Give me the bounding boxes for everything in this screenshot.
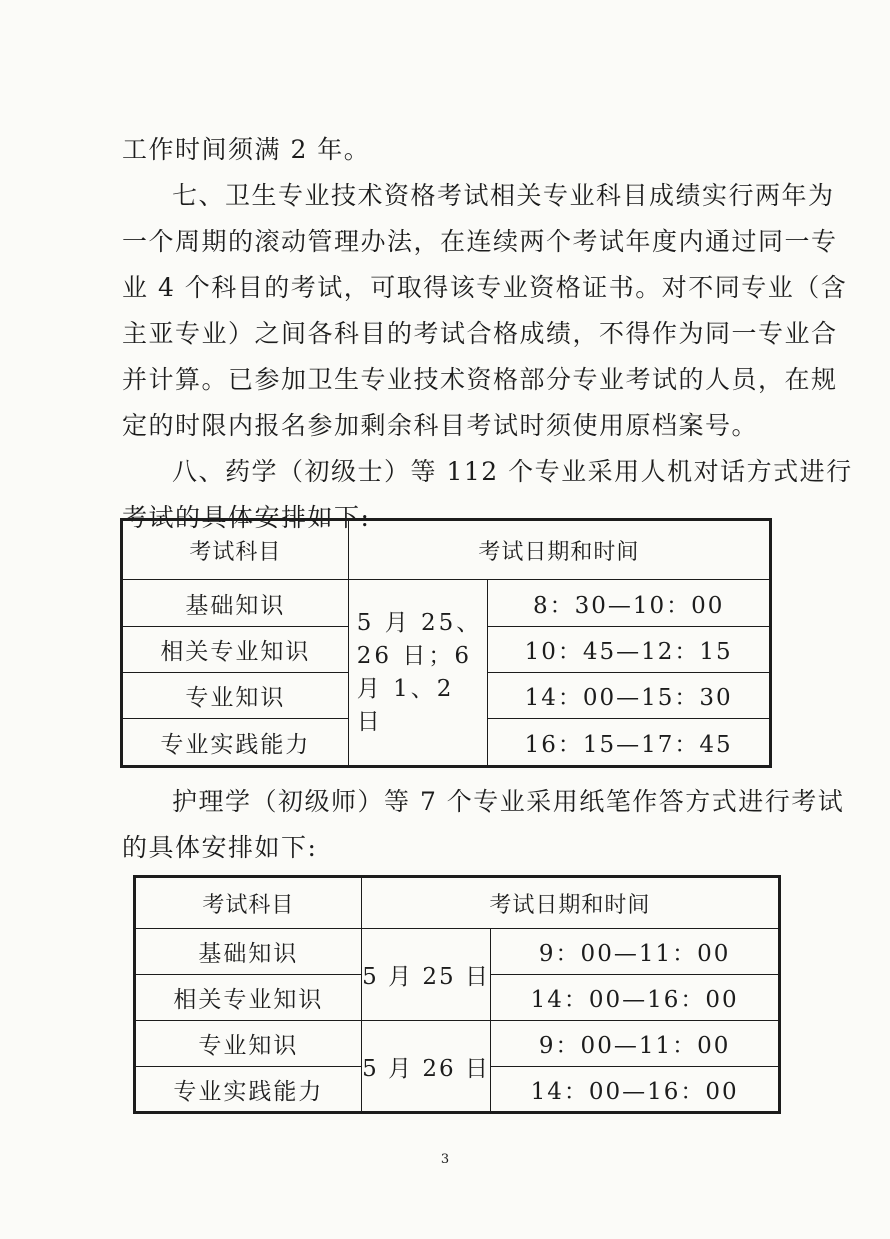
table-header-time: 考试日期和时间	[361, 877, 779, 929]
table-cell-subject: 专业知识	[135, 1021, 362, 1067]
paragraph-line: 考试的具体安排如下:	[122, 503, 371, 532]
table-header-subject: 考试科目	[122, 520, 349, 580]
paragraph-line: 护理学（初级师）等 7 个专业采用纸笔作答方式进行考试	[172, 787, 845, 816]
table-cell-time: 9：00—11：00	[491, 929, 780, 975]
paragraph-line: 主亚专业）之间各科目的考试合格成绩，不得作为同一专业合	[122, 319, 838, 348]
exam-schedule-table-2	[133, 875, 781, 1114]
table-header-subject: 考试科目	[135, 877, 362, 929]
table-cell-time: 9：00—11：00	[491, 1021, 780, 1067]
paragraph-line: 的具体安排如下:	[122, 833, 318, 862]
table-cell-date: 5 月 26 日	[361, 1021, 490, 1113]
table-cell-time: 10：45—12：15	[488, 627, 771, 673]
table-cell-time: 14：00—15：30	[488, 673, 771, 719]
table-cell-subject: 相关专业知识	[122, 627, 349, 673]
table-header-time: 考试日期和时间	[348, 520, 770, 580]
paragraph-line: 并计算。已参加卫生专业技术资格部分专业考试的人员，在规	[122, 365, 838, 394]
paragraph-line: 业 4 个科目的考试，可取得该专业资格证书。对不同专业（含	[122, 273, 848, 302]
table-cell-time: 16：15—17：45	[488, 719, 771, 767]
paragraph-line: 定的时限内报名参加剩余科目考试时须使用原档案号。	[122, 411, 759, 440]
table-cell-subject: 相关专业知识	[135, 975, 362, 1021]
table-cell-subject: 专业实践能力	[135, 1067, 362, 1113]
table-cell-subject: 专业实践能力	[122, 719, 349, 767]
paragraph-line: 一个周期的滚动管理办法，在连续两个考试年度内通过同一专	[122, 227, 838, 256]
paragraph-line: 八、药学（初级士）等 112 个专业采用人机对话方式进行	[172, 457, 853, 486]
page-number: 3	[440, 1152, 450, 1167]
table-cell-date: 5 月 25 日	[361, 929, 490, 1021]
table-cell-subject: 专业知识	[122, 673, 349, 719]
exam-schedule-table-1	[120, 518, 772, 768]
table-cell-time: 8：30—10：00	[488, 580, 771, 627]
table-cell-subject: 基础知识	[122, 580, 349, 627]
paragraph-line: 工作时间须满 2 年。	[122, 135, 371, 164]
table-cell-time: 14：00—16：00	[491, 975, 780, 1021]
table-cell-time: 14：00—16：00	[491, 1067, 780, 1113]
paragraph-line: 七、卫生专业技术资格考试相关专业科目成绩实行两年为	[172, 181, 835, 210]
table-cell-subject: 基础知识	[135, 929, 362, 975]
table-cell-date: 5 月 25、26 日；6 月 1、2 日	[348, 580, 488, 767]
